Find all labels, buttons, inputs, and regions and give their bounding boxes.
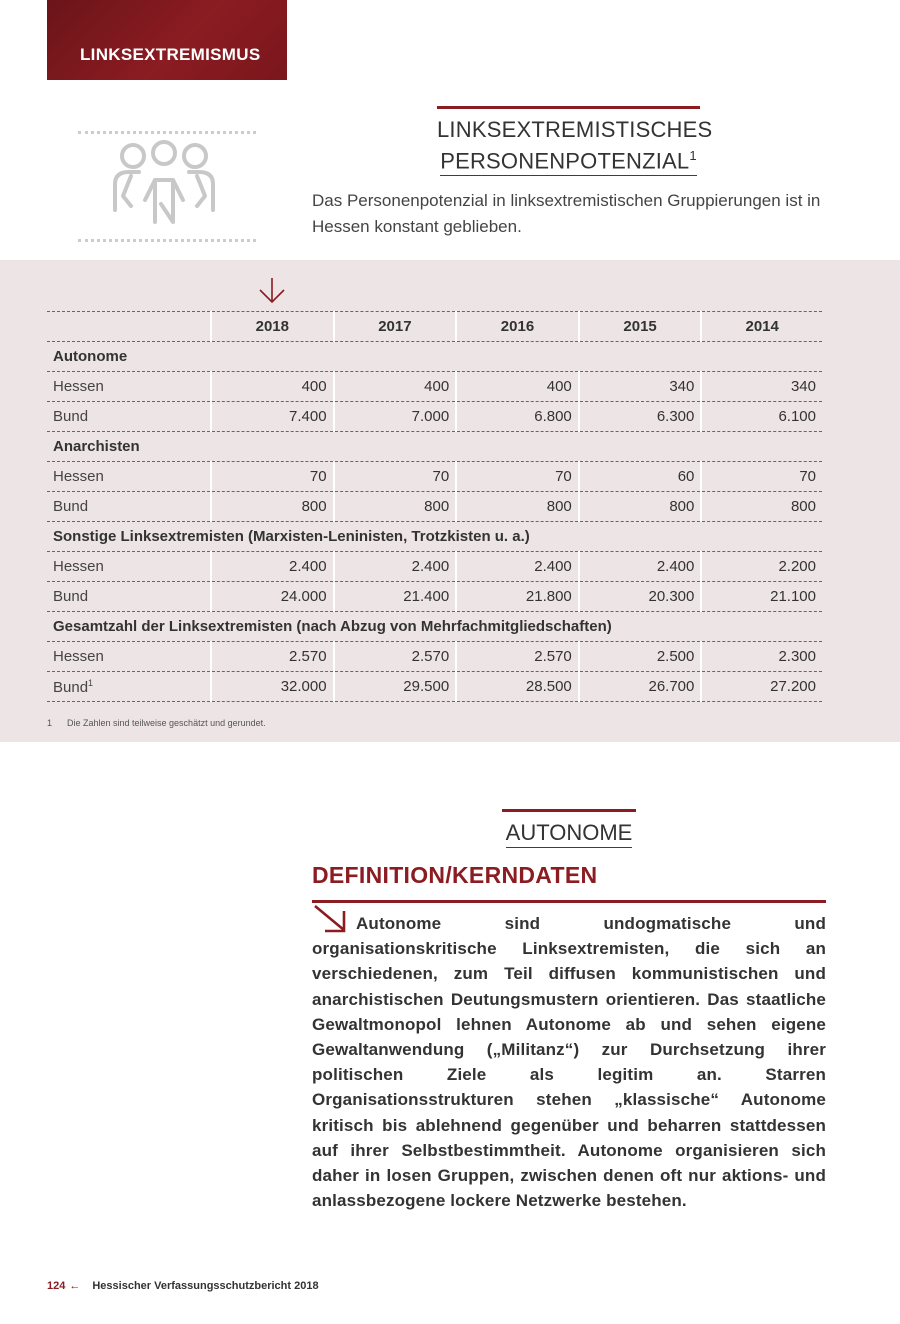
section-tab-label: LINKSEXTREMISMUS xyxy=(80,45,261,64)
page-number: 124 xyxy=(47,1280,66,1292)
table-row xyxy=(47,582,822,612)
table-cell: 2.400 xyxy=(211,552,334,582)
year-header: 2017 xyxy=(334,312,457,342)
table-cell: 2.570 xyxy=(456,642,579,672)
footnote-number: 1 xyxy=(47,718,53,728)
section-tab xyxy=(47,0,287,80)
personenpotenzial-table xyxy=(47,311,822,702)
table-cell: 29.500 xyxy=(334,672,457,702)
table-cell: 2.300 xyxy=(701,642,822,672)
table-cell: 27.200 xyxy=(701,672,822,702)
footnote-text: Die Zahlen sind teilweise geschätzt und gerundet. xyxy=(67,718,266,728)
table-cell: 800 xyxy=(456,492,579,522)
page-footer xyxy=(47,1280,319,1292)
table-cell: 70 xyxy=(456,462,579,492)
table-group-row xyxy=(47,342,822,372)
row-label: Hessen xyxy=(47,462,211,492)
year-header: 2018 xyxy=(211,312,334,342)
table-cell: 70 xyxy=(334,462,457,492)
intro-text: Das Personenpotenzial in linksextremistischen Gruppierungen ist in Hessen konstant geblieben. xyxy=(312,191,821,236)
year-header: 2014 xyxy=(701,312,822,342)
table-header-row xyxy=(47,312,822,342)
table-cell: 2.400 xyxy=(579,552,702,582)
definition-text: Autonome sind undogmatische und organisationskritische Linksextremisten, die sich an verschiedenen, zum Teil diffusen kommunistischen und anarchistischen Deutungsmustern orientieren. Das staatliche Gewaltmonopol lehnen Autonome ab und sehen eigene Gewaltanwendung („Militanz“) zur Durchsetzung ihrer politischen Ziele als legitim an. Starren Organisationsstrukturen stehen „klassische“ Autonome kritisch bis ablehnend gegenüber und beharren stattdessen auf ihrer Selbstbestimmtheit. Autonome organisieren sich daher in losen Gruppen, zwischen denen oft nur aktions- und anlassbezogene lockere Netzwerke bestehen. xyxy=(312,914,826,1211)
publication-title: Hessischer Verfassungsschutzbericht 2018 xyxy=(92,1280,319,1292)
table-cell: 340 xyxy=(701,372,822,402)
row-label: Bund xyxy=(47,492,211,522)
dotted-divider xyxy=(78,131,256,134)
heading-line-2: PERSONENPOTENZIAL$^1$ xyxy=(440,143,697,176)
table-cell: 21.400 xyxy=(334,582,457,612)
table-cell: 6.800 xyxy=(456,402,579,432)
table-cell: 800 xyxy=(211,492,334,522)
table-cell: 340 xyxy=(579,372,702,402)
autonome-heading-label: AUTONOME xyxy=(506,820,633,848)
row-label: Hessen xyxy=(47,552,211,582)
table-cell: 2.200 xyxy=(701,552,822,582)
table-row xyxy=(47,402,822,432)
row-label: Hessen xyxy=(47,372,211,402)
table-cell: 70 xyxy=(211,462,334,492)
header-empty-cell xyxy=(47,312,211,342)
table-cell: 60 xyxy=(579,462,702,492)
table-cell: 2.570 xyxy=(211,642,334,672)
table-cell: 2.400 xyxy=(334,552,457,582)
row-label: Bund xyxy=(47,582,211,612)
table-cell: 2.400 xyxy=(456,552,579,582)
personenpotenzial-heading xyxy=(437,106,713,176)
table-row xyxy=(47,552,822,582)
definition-heading: DEFINITION/KERNDATEN xyxy=(312,862,598,888)
table-row xyxy=(47,462,822,492)
autonome-heading xyxy=(502,809,636,848)
table-group-row xyxy=(47,612,822,642)
footnote-marker: 1 xyxy=(88,677,94,688)
people-group-icon xyxy=(105,140,223,230)
table-row xyxy=(47,372,822,402)
year-header: 2015 xyxy=(579,312,702,342)
group-label: Sonstige Linksextremisten (Marxisten-Leninisten, Trotzkisten u. a.) xyxy=(47,522,822,552)
table-cell: 400 xyxy=(334,372,457,402)
table-cell: 400 xyxy=(456,372,579,402)
dotted-divider xyxy=(78,239,256,242)
table-cell: 28.500 xyxy=(456,672,579,702)
group-label: Gesamtzahl der Linksextremisten (nach Abzug von Mehrfachmitgliedschaften) xyxy=(47,612,822,642)
table-cell: 2.500 xyxy=(579,642,702,672)
group-label: Anarchisten xyxy=(47,432,822,462)
table-cell: 7.400 xyxy=(211,402,334,432)
table-cell: 800 xyxy=(579,492,702,522)
table-group-row xyxy=(47,432,822,462)
table-row xyxy=(47,672,822,702)
table-row xyxy=(47,492,822,522)
definition-rule xyxy=(312,900,826,903)
table-cell: 21.100 xyxy=(701,582,822,612)
row-label: Hessen xyxy=(47,642,211,672)
year-header: 2016 xyxy=(456,312,579,342)
footnote-marker: 1 xyxy=(689,148,697,163)
table-cell: 21.800 xyxy=(456,582,579,612)
group-label: Autonome xyxy=(47,342,822,372)
back-arrow-icon[interactable]: ← xyxy=(69,1280,81,1292)
table-cell: 24.000 xyxy=(211,582,334,612)
row-label: Bund$^1$ xyxy=(47,672,211,702)
table-group-row xyxy=(47,522,822,552)
table-cell: 70 xyxy=(701,462,822,492)
table-cell: 32.000 xyxy=(211,672,334,702)
table-cell: 800 xyxy=(334,492,457,522)
table-footnote xyxy=(47,718,266,728)
table-cell: 6.100 xyxy=(701,402,822,432)
table-cell: 7.000 xyxy=(334,402,457,432)
table-cell: 6.300 xyxy=(579,402,702,432)
table-cell: 20.300 xyxy=(579,582,702,612)
table-cell: 400 xyxy=(211,372,334,402)
row-label: Bund xyxy=(47,402,211,432)
table-cell: 2.570 xyxy=(334,642,457,672)
table-cell: 800 xyxy=(701,492,822,522)
table-cell: 26.700 xyxy=(579,672,702,702)
arrow-down-icon xyxy=(257,277,287,305)
table-row xyxy=(47,642,822,672)
heading-line-1: LINKSEXTREMISTISCHES xyxy=(437,117,713,142)
